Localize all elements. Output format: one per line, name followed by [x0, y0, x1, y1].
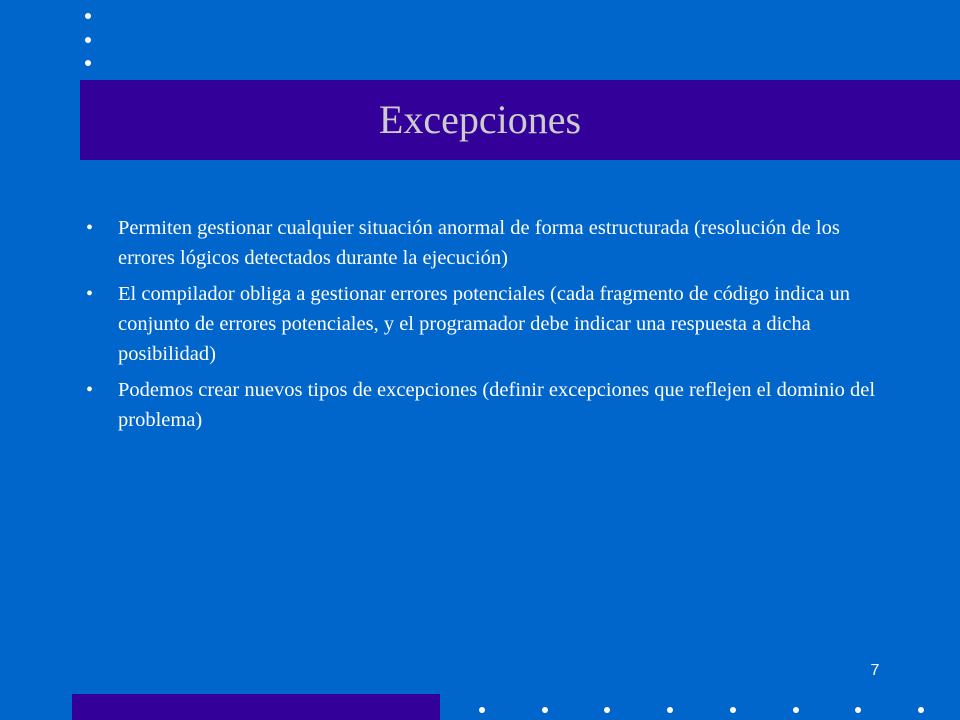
bullet-marker: •: [86, 283, 94, 305]
bullet-marker: •: [86, 379, 94, 401]
decorative-dot: [855, 707, 861, 713]
bullet-text: Permiten gestionar cualquier situación anormal de forma estructurada (resolución de los errores lógicos detectados durante la ejecución): [118, 217, 840, 269]
decorative-dot: [85, 37, 91, 43]
bullet-item: [86, 279, 876, 369]
decorative-dot: [85, 60, 91, 66]
bullet-item: [86, 375, 876, 435]
decorative-dot: [85, 13, 91, 19]
decorative-dot: [730, 707, 736, 713]
decorative-dot: [604, 707, 610, 713]
decorative-dot: [667, 707, 673, 713]
slide-title: Excepciones: [378, 97, 582, 142]
bullet-item: [86, 213, 876, 273]
decorative-dot: [479, 707, 485, 713]
decorative-dot: [542, 707, 548, 713]
decorative-dot: [793, 707, 799, 713]
bullet-text: El compilador obliga a gestionar errores potenciales (cada fragmento de código indica un conjunto de errores potenciales, y el programador debe indicar una respuesta a dicha posibilidad): [118, 283, 851, 365]
footer-band: [72, 694, 440, 720]
decorative-dot: [918, 707, 924, 713]
bullet-list: [86, 213, 876, 441]
bullet-text: Podemos crear nuevos tipos de excepciones (definir excepciones que reflejen el dominio del problema): [118, 379, 876, 431]
bullet-marker: •: [86, 217, 94, 239]
page-number: 7: [870, 662, 880, 679]
